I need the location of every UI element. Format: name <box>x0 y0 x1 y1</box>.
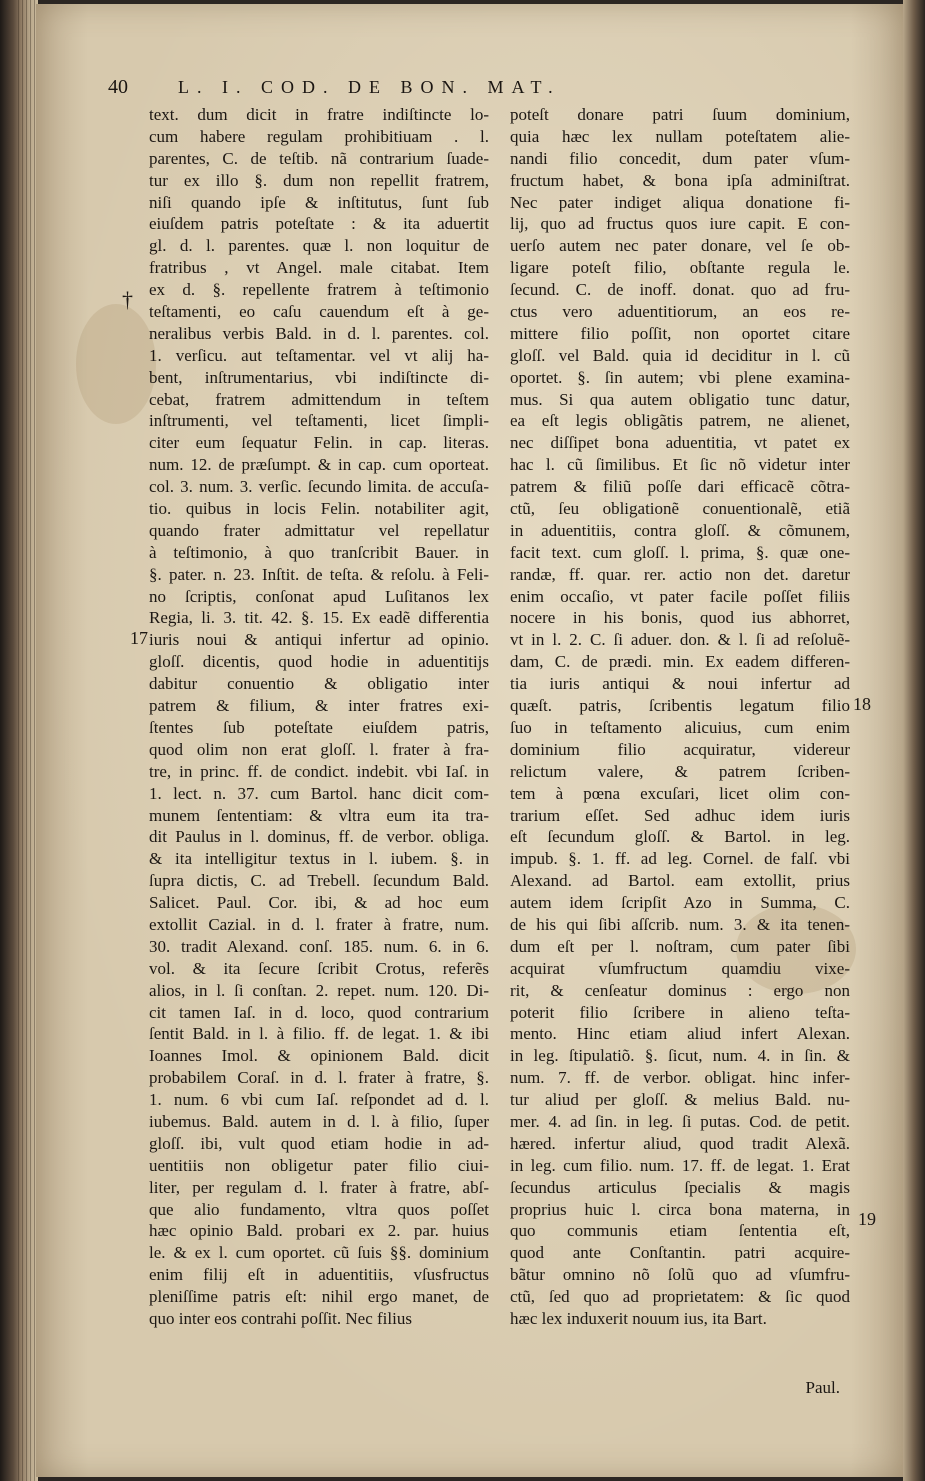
text-line: vt in l. 2. C. ſi aduer. don. & l. ſi ad reſoluẽ- <box>510 630 850 650</box>
text-line: bent, inſtrumentarius, vbi indiſtincte di- <box>149 367 489 387</box>
text-line: ſecundus articulus ſpecialis & magis <box>510 1177 850 1197</box>
text-line: dominium filio acquiratur, videreur <box>510 739 850 759</box>
text-line: no ſcriptis, conſonat apud Luſitanos lex <box>149 586 489 606</box>
text-line: extollit Cazial. in d. l. frater à fratre, num. <box>149 914 489 934</box>
text-line: facit text. cum gloſſ. l. prima, §. quæ one- <box>510 542 850 562</box>
text-line: 1. lect. n. 37. cum Bartol. hanc dicit com- <box>149 783 489 803</box>
text-line: quia hæc lex nullam poteſtatem alie- <box>510 126 850 146</box>
text-line: 1. num. 6 vbi cum Iaſ. reſpondet ad d. l. <box>149 1090 489 1110</box>
text-line: liter, per regulam d. l. frater à fratre, abſ- <box>149 1177 489 1197</box>
text-line: 1. verſicu. aut teſtamentar. vel vt alij ha- <box>149 345 489 365</box>
text-line: ſecund. C. de inoff. donat. quo ad fru- <box>510 280 850 300</box>
text-line: quo communis etiam ſententia eſt, <box>510 1221 850 1241</box>
text-line: num. 12. de præſumpt. & in cap. cum oporteat. <box>149 455 489 475</box>
text-line: poterit filio ſcribere in alieno teſta- <box>510 1002 850 1022</box>
text-line: vol. & ita ſecure ſcribit Crotus, referẽs <box>149 958 489 978</box>
text-line: bãtur omnino nõ ſolũ quo ad vſumfru- <box>510 1265 850 1285</box>
text-line: mittere filio poſſit, non oportet citare <box>510 323 850 343</box>
text-line: probabilem Coraſ. in d. l. frater à fratre, §. <box>149 1068 489 1088</box>
text-line: gloſſ. vel Bald. quia id deciditur in l. cũ <box>510 345 850 365</box>
text-line: text. dum dicit in fratre indiſtincte lo- <box>149 105 489 124</box>
text-line: eſt ſecundum gloſſ. & Bartol. in leg. <box>510 827 850 847</box>
text-line: pleniſſime patris eſt: nihil ergo manet, de <box>149 1287 489 1307</box>
text-line: niſi quando ipſe & inſtitutus, ſunt ſub <box>149 192 489 212</box>
text-line: trarium eſſet. Sed adhuc idem iuris <box>510 805 850 825</box>
margin-number-17: 17 <box>130 628 148 648</box>
text-line: citer eum ſequatur Felin. in cap. literas. <box>149 433 489 453</box>
text-line: rit, & cenſeatur dominus : ergo non <box>510 980 850 1000</box>
text-line: mus. Si qua autem obligatio tunc datur, <box>510 389 850 409</box>
text-line: enim occaſio, vt pater facile poſſet filiis <box>510 586 850 606</box>
text-line: patrem & filium, & inter fratres exi- <box>149 696 489 716</box>
text-line: teſtamenti, eo caſu cauendum eſt à ge- <box>149 302 489 322</box>
text-line: mer. 4. ad ſin. in leg. ſi putas. Cod. de petit. <box>510 1111 850 1131</box>
text-line: poteſt donare patri ſuum dominium, <box>510 105 850 124</box>
text-line: relictum valere, & patrem ſcriben- <box>510 761 850 781</box>
text-line: hæc lex induxerit nouum ius, ita Bart. <box>510 1308 767 1328</box>
text-line: & ita intelligitur textus in l. iubem. §. in <box>149 849 489 869</box>
text-line: cum habere regulam prohibitiuam . l. <box>149 126 489 146</box>
text-line: quod olim non erat gloſſ. l. frater à fra- <box>149 739 489 759</box>
text-line: Nec pater indiget aliqua donatione fi- <box>510 192 850 212</box>
text-line: autem idem ſcripſit Azo in Summa, C. <box>510 893 850 913</box>
text-line: §. pater. n. 23. Inſtit. de teſta. & reſolu. à Feli- <box>149 564 489 584</box>
text-line: nandi filio concedit, dum pater vſum- <box>510 148 850 168</box>
text-line: ſentit Bald. in l. à filio. ff. de legat. 1. & ibi <box>149 1024 489 1044</box>
text-line: patrem & filiũ poſſe dari efficacẽ cõtra- <box>510 477 850 497</box>
text-line: ſupra dictis, C. ad Trebell. ſecundum Bald. <box>149 871 489 891</box>
text-line: iuris noui & antiqui infertur ad opinio. <box>149 630 489 650</box>
text-line: quando frater admittatur vel repellatur <box>149 520 489 540</box>
text-line: tur aliud per gloſſ. & melius Bald. nu- <box>510 1090 850 1110</box>
text-line: tio. quibus in locis Felin. notabiliter agit, <box>149 499 489 519</box>
text-line: fructum habet, & bona ipſa adminiſtrat. <box>510 170 850 190</box>
text-line: ligare poteſt filio, obſtante regula le. <box>510 258 850 278</box>
text-line: gl. d. l. parentes. quæ l. non loquitur de <box>149 236 489 256</box>
text-line: que alio fundamento, vltra quos poſſet <box>149 1199 489 1219</box>
text-line: hæc opinio Bald. probari ex 2. par. huius <box>149 1221 489 1241</box>
text-line: iubemus. Bald. autem in d. l. à filio, ſuper <box>149 1111 489 1131</box>
text-line: 30. tradit Alexand. conſ. 185. num. 6. in 6. <box>149 936 489 956</box>
text-line: dam, C. de prædi. min. Ex eadem differen- <box>510 652 850 672</box>
text-line: ex d. §. repellente fratrem à teſtimonio <box>149 280 489 300</box>
left-text-column <box>149 104 489 1330</box>
right-text-column <box>510 104 850 1330</box>
margin-dagger: † <box>122 287 133 312</box>
text-line: alios, in l. ſi conſtan. 2. repet. num. 120. Di- <box>149 980 489 1000</box>
text-line: munem ſententiam: & vltra eum ita tra- <box>149 805 489 825</box>
page-edges <box>18 0 36 1481</box>
text-line: le. & ex l. cum oportet. cũ ſuis §§. dominium <box>149 1243 489 1263</box>
text-line: hac l. cũ ſimilibus. Et ſic nõ videtur inter <box>510 455 850 475</box>
text-line: Alexand. ad Bartol. eam extollit, prius <box>510 871 850 891</box>
text-line: Ioannes Imol. & opinionem Bald. dicit <box>149 1046 489 1066</box>
text-line: cit tamen Iaſ. in d. loco, quod contrarium <box>149 1002 489 1022</box>
catchword: Paul. <box>805 1378 840 1397</box>
text-line: in leg. ſtipulatiõ. §. ſicut, num. 4. in ſin. & <box>510 1046 850 1066</box>
text-line: lij, quo ad fructus quos iure capit. E con- <box>510 214 850 234</box>
text-line: ſuo in teſtamento alicuius, cum enim <box>510 717 850 737</box>
text-line: de his qui ſibi aſſcrib. num. 3. & ita tenen- <box>510 914 850 934</box>
text-line: tre, in princ. ff. de condict. indebit. vbi Iaſ. in <box>149 761 489 781</box>
text-line: ctus vero aduentitiorum, an eos re- <box>510 302 850 322</box>
text-line: hæred. infertur aliud, quod tradit Alexã. <box>510 1133 850 1153</box>
text-line: eiuſdem patris poteſtate : & ita aduertit <box>149 214 489 234</box>
text-line: neralibus verbis Bald. in d. l. parentes. col. <box>149 323 489 343</box>
text-line: quod ante Conſtantin. patri acquire- <box>510 1243 850 1263</box>
text-line: impub. §. 1. ff. ad leg. Cornel. de falſ. vbi <box>510 849 850 869</box>
margin-number-19: 19 <box>858 1209 876 1229</box>
text-line: cebat, fratrem admittendum in teſtem <box>149 389 489 409</box>
text-line: uerſo autem nec pater donare, vel ſe ob- <box>510 236 850 256</box>
running-head: L. I. COD. DE BON. MAT. <box>178 77 561 97</box>
text-line: tur ex illo §. dum non repellit fratrem, <box>149 170 489 190</box>
text-line: ea eſt legis obligãtis patrem, ne alienet, <box>510 411 850 431</box>
text-line: quæſt. patris, ſcribentis legatum filio <box>510 696 850 716</box>
paper-stain <box>76 304 156 424</box>
text-line: dum eſt per l. noſtram, cum pater ſibi <box>510 936 850 956</box>
text-line: à teſtimonio, à quo tranſcribit Bauer. in <box>149 542 489 562</box>
text-line: inſtrumenti, vel teſtamenti, licet ſimpli- <box>149 411 489 431</box>
text-line: Regia, li. 3. tit. 42. §. 15. Ex eadẽ differentia <box>149 608 489 628</box>
text-line: gloſſ. dicentis, quod hodie in aduentitijs <box>149 652 489 672</box>
text-line: proprius huic l. circa bona materna, in <box>510 1199 850 1219</box>
text-line: Salicet. Paul. Cor. ibi, & ad hoc eum <box>149 893 489 913</box>
text-line: quo inter eos contrahi poſſit. Nec filius <box>149 1308 412 1328</box>
text-line: gloſſ. ibi, vult quod etiam hodie in ad- <box>149 1133 489 1153</box>
page-header <box>108 76 868 99</box>
text-line: oportet. §. ſin autem; vbi plene examina- <box>510 367 850 387</box>
text-line: ctũ, ſed quo ad proprietatem: & ſic quod <box>510 1287 850 1307</box>
text-line: ctũ, ſeu obligationẽ conuentionalẽ, etiã <box>510 499 850 519</box>
text-line: ſtentes ſub poteſtate eiuſdem patris, <box>149 717 489 737</box>
text-line: uentitiis non obligetur pater filio ciui- <box>149 1155 489 1175</box>
text-line: in aduentitiis, contra gloſſ. & cõmunem, <box>510 520 850 540</box>
text-line: randæ, ff. quar. rer. actio non det. daretur <box>510 564 850 584</box>
text-line: num. 7. ff. de verbor. obligat. hinc infer- <box>510 1068 850 1088</box>
text-line: nocere in his bonis, quod ius abhorret, <box>510 608 850 628</box>
margin-number-18: 18 <box>853 694 871 714</box>
text-line: tia iuris antiqui & noui infertur ad <box>510 674 850 694</box>
text-line: dabitur conuentio & obligatio inter <box>149 674 489 694</box>
text-line: tem à pœna excuſari, licet olim con- <box>510 783 850 803</box>
right-binding-edge <box>903 0 925 1481</box>
text-line: in leg. cum filio. num. 17. ff. de legat. 1. Erat <box>510 1155 850 1175</box>
text-line: parentes, C. de teſtib. nã contrarium ſuade- <box>149 148 489 168</box>
text-line: mento. Hinc etiam aliud infert Alexan. <box>510 1024 850 1044</box>
text-line: acquirat vſumfructum quamdiu vixe- <box>510 958 850 978</box>
page-number: 40 <box>108 76 128 98</box>
text-line: enim filij eſt in aduentitiis, vſusfructus <box>149 1265 489 1285</box>
text-line: nec diſſipet bona aduentitia, vt patet ex <box>510 433 850 453</box>
text-line: dit Paulus in l. dominus, ff. de verbor. obliga. <box>149 827 489 847</box>
text-line: fratribus , vt Angel. male citabat. Item <box>149 258 489 278</box>
text-line: col. 3. num. 3. verſic. ſecundo limita. de accuſa- <box>149 477 489 497</box>
